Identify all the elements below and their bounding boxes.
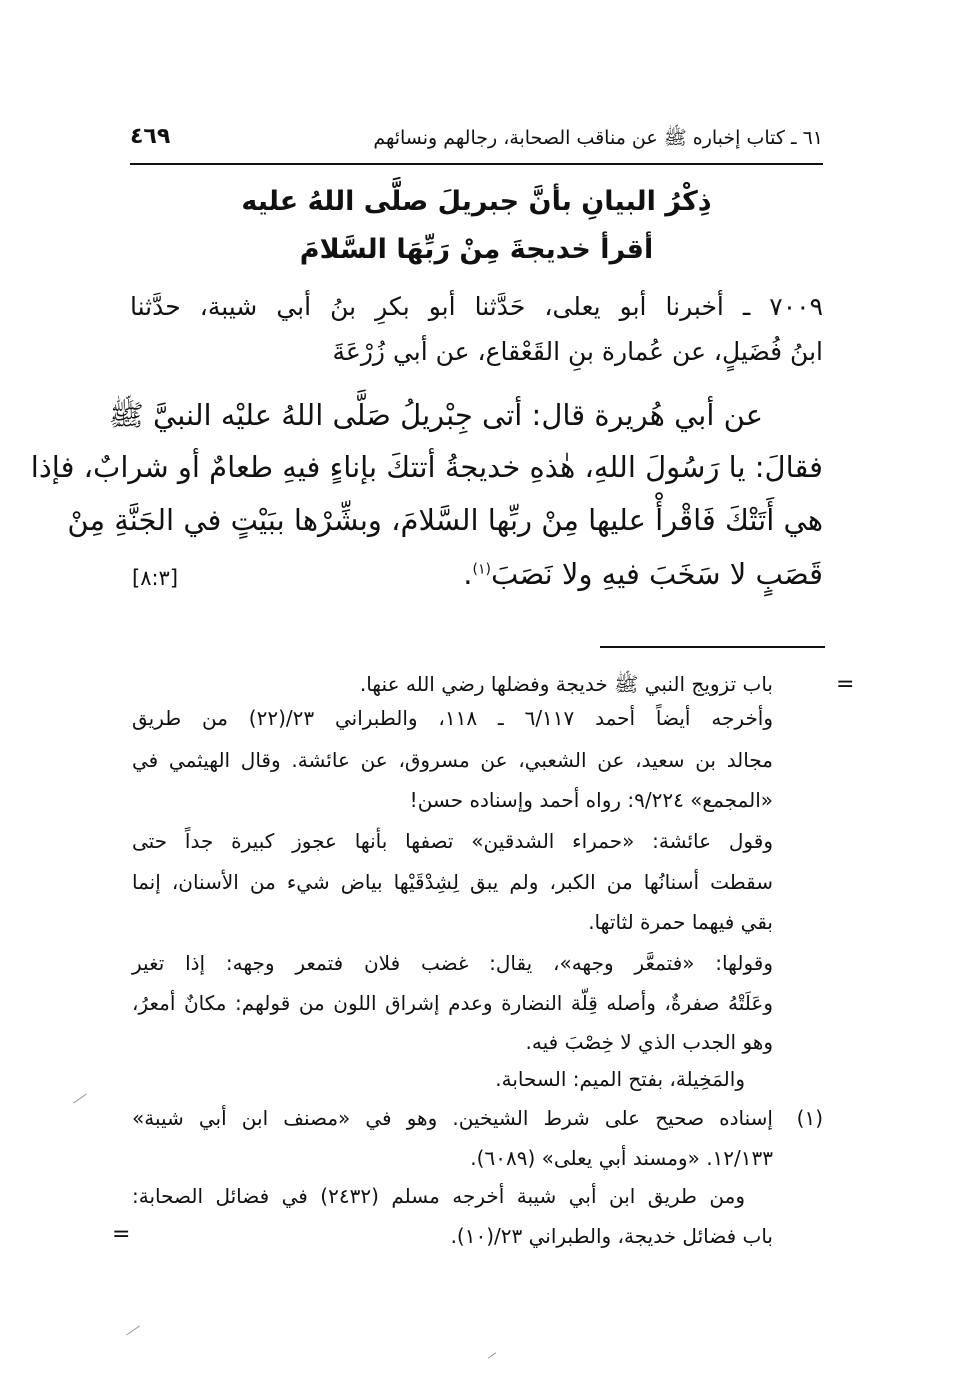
footnote-line: بقي فيهما حمرة لثاتها. [588,910,773,934]
matn-line-4-text: قَصَبٍ لا سَخَبَ فيهِ ولا نَصَبَ [490,557,823,591]
running-header [130,118,823,158]
footnote-line: والمَخِيلة، بفتح الميم: السحابة. [495,1067,745,1091]
footnote-line: وأخرجه أيضاً أحمد ٦/١١٧ ـ ١١٨، والطبراني ٢٣/(٢٢) من طريق [132,706,774,730]
footnote-line: وقول عائشة: «حمراء الشدقين» تصفها بأنها عجوز كبيرة جداً حتى [132,829,773,853]
continuation-mark-bottom: = [112,1222,131,1247]
footnote-line: باب تزويج النبي ﷺ خديجة وفضلها رضي الله عنها. [359,672,773,696]
footnote-line: «المجمع» ٩/٢٢٤: رواه أحمد وإسناده حسن! [409,788,773,812]
footnote-rule [600,646,825,648]
footnote-1-line: إسناده صحيح على شرط الشيخين. وهو في «مصنف ابن أبي شيبة» [132,1106,773,1130]
isnad-line-1: ٧٠٠٩ ـ أخبرنا أبو يعلى، حَدَّثنا أبو بكرِ بنُ أبي شيبة، حدَّثنا [130,292,823,321]
footnote-line: وقولها: «فتمعَّر وجهه»، يقال: غضب فلان فتمعر وجهه: إذا تغير [132,951,773,975]
footnote-marker: (١) [472,561,491,578]
matn-end-period: . [463,557,473,591]
footnote-line: وهو الجدب الذي لا خِصْبَ فيه. [525,1030,773,1054]
scan-speck [73,1094,87,1104]
running-title: ٦١ ـ كتاب إخباره ﷺ عن مناقب الصحابة، رجالهم ونسائهم [373,127,823,149]
chapter-heading-line-1: ذِكْرُ البيانِ بأنَّ جبريلَ صلَّى اللهُ عليه [241,186,712,217]
footnote-line: مجالد بن سعيد، عن الشعبي، عن مسروق، عن عائشة. وقال الهيثمي في [132,748,773,772]
footnote-1-line: ومن طريق ابن أبي شيبة أخرجه مسلم (٢٤٣٢) في فضائل الصحابة: [132,1184,745,1208]
hadith-reference: [٨:٣] [132,566,179,590]
scan-speck [126,1326,140,1336]
page-number: ٤٦٩ [130,124,171,149]
footnote-1-line: ١٢/١٣٣. «ومسند أبي يعلى» (٦٠٨٩). [470,1146,773,1170]
footnote-line: وعَلَتْهُ صفرةٌ، وأصله قِلّة النضارة وعدم إشراق اللون من قولهم: مكانٌ أمعرُ، [132,991,773,1015]
matn-line-4 [130,557,823,591]
footnote-line: سقطت أسنانُها من الكبر، ولم يبق لِشِدْقَيْها بياض شيء من الأسنان، إنما [132,870,773,894]
footnote-1-line: باب فضائل خديجة، والطبراني ٢٣/(١٠). [450,1224,773,1248]
continuation-mark-top: = [836,672,855,697]
isnad-line-2: ابنُ فُضَيلٍ، عن عُمارة بنِ القَعْقاع، عن أبي زُرْعَةَ [332,337,823,366]
matn-line-3: هي أَتَتْكَ فَاقْرأْ عليها مِنْ ربِّها السَّلامَ، وبشِّرْها ببَيْتٍ في الجَنَّةِ مِنْ [67,503,823,537]
matn-line-1: عن أبي هُريرة قال: أتى جِبْريلُ صَلَّى اللهُ عليْه النبيَّ ﷺ [108,398,763,432]
header-rule [130,163,823,165]
chapter-heading-line-2: أقرأ خديجةَ مِنْ رَبِّهَا السَّلامَ [299,234,654,265]
scan-speck [488,1352,497,1359]
footnote-1-number: (١) [796,1106,823,1130]
matn-line-2: فقالَ: يا رَسُولَ اللهِ، هٰذهِ خديجةُ أتتكَ بإناءٍ فيهِ طعامٌ أو شرابٌ، فإذا [30,450,823,484]
